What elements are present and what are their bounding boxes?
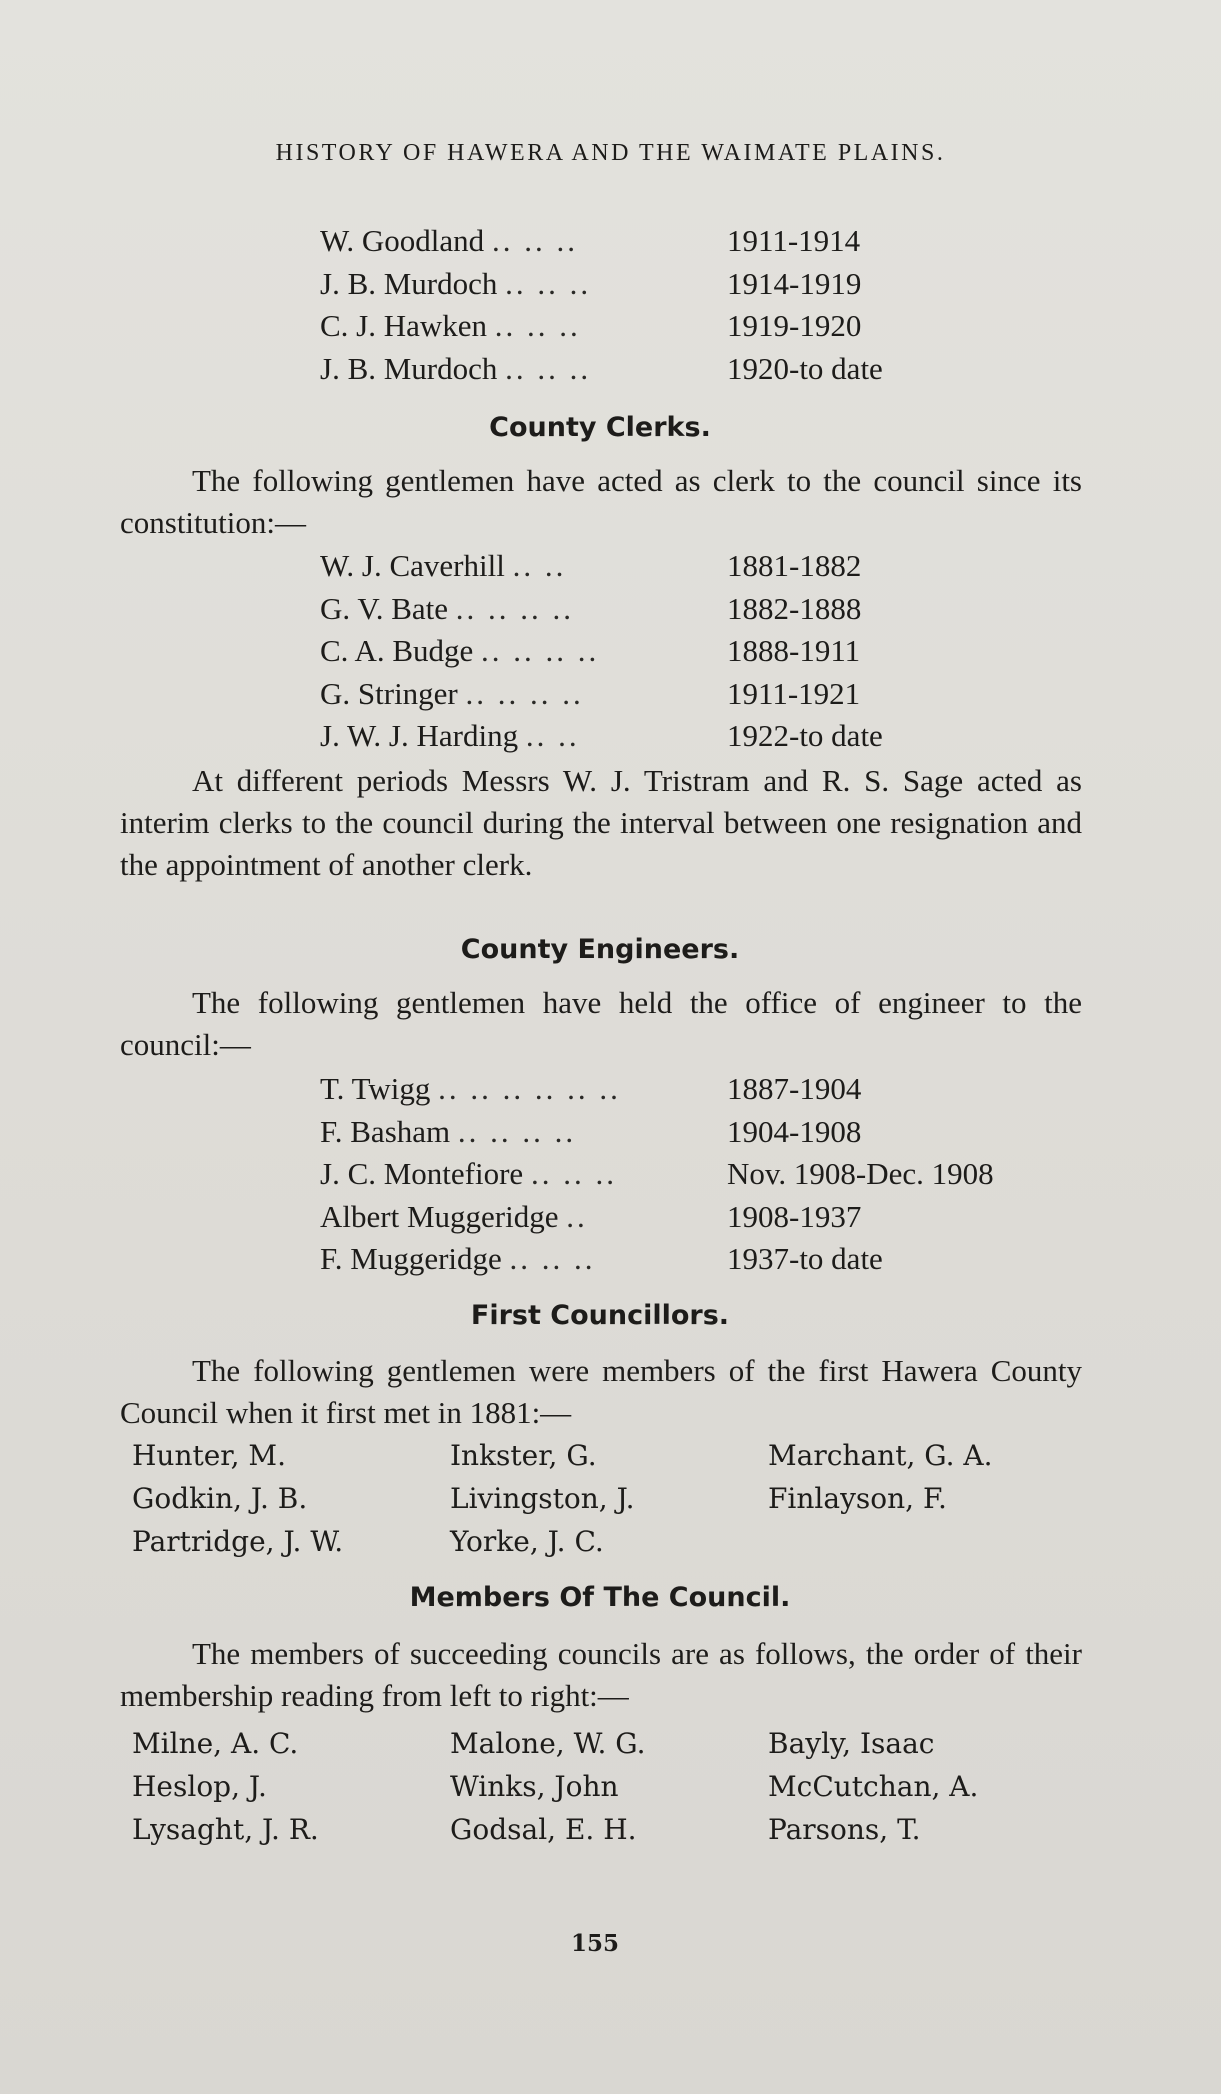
grid-row bbox=[132, 1808, 1068, 1851]
member-name: Lysaght, J. R. bbox=[132, 1813, 319, 1846]
grid-row bbox=[132, 1765, 1068, 1808]
leader-dots: .. .. .. bbox=[494, 308, 581, 344]
member-name: Malone, W. G. bbox=[450, 1727, 646, 1760]
leader-dots: .. .. .. bbox=[491, 223, 578, 259]
person-name: C. J. Hawken bbox=[320, 308, 488, 344]
term-years: 1904-1908 bbox=[727, 1113, 862, 1149]
person-name: G. Stringer bbox=[320, 675, 458, 711]
councillor-name: Finlayson, F. bbox=[768, 1482, 947, 1515]
list-item bbox=[320, 715, 883, 758]
person-name: W. Goodland bbox=[320, 223, 485, 259]
grid-row bbox=[132, 1520, 1068, 1563]
term-years: 1914-1919 bbox=[727, 265, 862, 301]
engineers-heading: County Engineers. bbox=[460, 934, 740, 965]
list-item bbox=[320, 263, 883, 306]
list-item bbox=[320, 545, 883, 588]
engineers-intro: The following gentlemen have held the office of engineer to the council:— bbox=[120, 985, 1082, 1062]
leader-dots: .. .. .. .. .. .. bbox=[438, 1071, 621, 1107]
person-name: J. B. Murdoch bbox=[320, 350, 498, 386]
clerks-heading: County Clerks. bbox=[489, 412, 711, 443]
list-item bbox=[320, 1196, 994, 1239]
person-name: T. Twigg bbox=[320, 1071, 431, 1107]
leader-dots: .. .. .. .. bbox=[455, 590, 575, 626]
councillor-name: Partridge, J. W. bbox=[132, 1525, 344, 1558]
term-years: 1881-1882 bbox=[727, 548, 862, 584]
member-name: Bayly, Isaac bbox=[768, 1727, 935, 1760]
term-years: 1887-1904 bbox=[727, 1071, 862, 1107]
clerks-note: At different periods Messrs W. J. Tristram and R. S. Sage acted as interim clerks to the council during the interval between one resignation and the appointment of another clerk. bbox=[120, 763, 1082, 882]
term-years: 1920-to date bbox=[727, 350, 883, 386]
councillor-name: Inkster, G. bbox=[450, 1439, 597, 1472]
leader-dots: .. .. .. .. bbox=[481, 633, 600, 669]
councillor-name: Godkin, J. B. bbox=[132, 1482, 308, 1515]
first-councillors-heading: First Councillors. bbox=[470, 1300, 730, 1331]
running-head: HISTORY OF HAWERA AND THE WAIMATE PLAINS. bbox=[275, 140, 946, 166]
page-number: 155 bbox=[570, 1930, 619, 1957]
term-years: 1937-to date bbox=[727, 1241, 883, 1277]
term-years: Nov. 1908-Dec. 1908 bbox=[727, 1156, 994, 1192]
leader-dots: .. .. .. bbox=[505, 350, 592, 386]
list-item bbox=[320, 348, 883, 391]
term-years: 1908-1937 bbox=[727, 1198, 862, 1234]
members-intro: The members of succeeding councils are as follows, the order of their membership reading from left to right:— bbox=[120, 1636, 1082, 1713]
councillor-name: Yorke, J. C. bbox=[450, 1525, 604, 1558]
list-item bbox=[320, 630, 883, 673]
leader-dots: .. .. .. bbox=[509, 1241, 596, 1277]
member-name: Parsons, T. bbox=[768, 1813, 921, 1846]
leader-dots: .. .. .. .. bbox=[465, 675, 584, 711]
councillor-name: Livingston, J. bbox=[450, 1482, 635, 1515]
list-item bbox=[320, 1153, 994, 1196]
councillor-name: Marchant, G. A. bbox=[768, 1439, 993, 1472]
list-item bbox=[320, 220, 883, 263]
person-name: G. V. Bate bbox=[320, 590, 449, 626]
list-item bbox=[320, 1111, 994, 1154]
clerks-intro: The following gentlemen have acted as clerk to the council since its constitution:— bbox=[120, 463, 1082, 540]
term-years: 1911-1914 bbox=[727, 223, 861, 259]
person-name: C. A. Budge bbox=[320, 633, 474, 669]
list-item bbox=[320, 588, 883, 631]
term-years: 1911-1921 bbox=[727, 675, 861, 711]
member-name: Heslop, J. bbox=[132, 1770, 267, 1803]
person-name: F. Basham bbox=[320, 1113, 451, 1149]
list-item bbox=[320, 305, 883, 348]
term-years: 1922-to date bbox=[727, 718, 883, 754]
grid-row bbox=[132, 1434, 1068, 1477]
member-name: Winks, John bbox=[450, 1770, 619, 1803]
grid-row bbox=[132, 1722, 1068, 1765]
leader-dots: .. .. .. bbox=[505, 265, 592, 301]
members-grid bbox=[132, 1722, 1068, 1851]
first-councillors-grid bbox=[132, 1434, 1068, 1563]
member-name: McCutchan, A. bbox=[768, 1770, 979, 1803]
members-heading: Members Of The Council. bbox=[409, 1582, 791, 1613]
person-name: F. Muggeridge bbox=[320, 1241, 502, 1277]
leader-dots: .. .. bbox=[525, 718, 580, 754]
leader-dots: .. bbox=[566, 1198, 588, 1234]
member-name: Godsal, E. H. bbox=[450, 1813, 637, 1846]
first-councillors-intro: The following gentlemen were members of the first Hawera County Council when it first met in 1881:— bbox=[120, 1353, 1082, 1430]
councillor-name: Hunter, M. bbox=[132, 1439, 286, 1472]
grid-row bbox=[132, 1477, 1068, 1520]
person-name: Albert Muggeridge bbox=[320, 1198, 559, 1234]
chairmen-list bbox=[320, 220, 883, 390]
list-item bbox=[320, 1068, 994, 1111]
member-name: Milne, A. C. bbox=[132, 1727, 299, 1760]
term-years: 1888-1911 bbox=[727, 633, 861, 669]
person-name: J. W. J. Harding bbox=[320, 718, 519, 754]
term-years: 1882-1888 bbox=[727, 590, 862, 626]
list-item bbox=[320, 1238, 994, 1281]
engineers-list bbox=[320, 1068, 994, 1281]
leader-dots: .. .. bbox=[512, 548, 567, 584]
leader-dots: .. .. .. .. bbox=[457, 1113, 577, 1149]
person-name: J. C. Montefiore bbox=[320, 1156, 524, 1192]
clerks-list bbox=[320, 545, 883, 758]
term-years: 1919-1920 bbox=[727, 308, 862, 344]
person-name: J. B. Murdoch bbox=[320, 265, 498, 301]
leader-dots: .. .. .. bbox=[530, 1156, 617, 1192]
person-name: W. J. Caverhill bbox=[320, 548, 505, 584]
list-item bbox=[320, 673, 883, 716]
